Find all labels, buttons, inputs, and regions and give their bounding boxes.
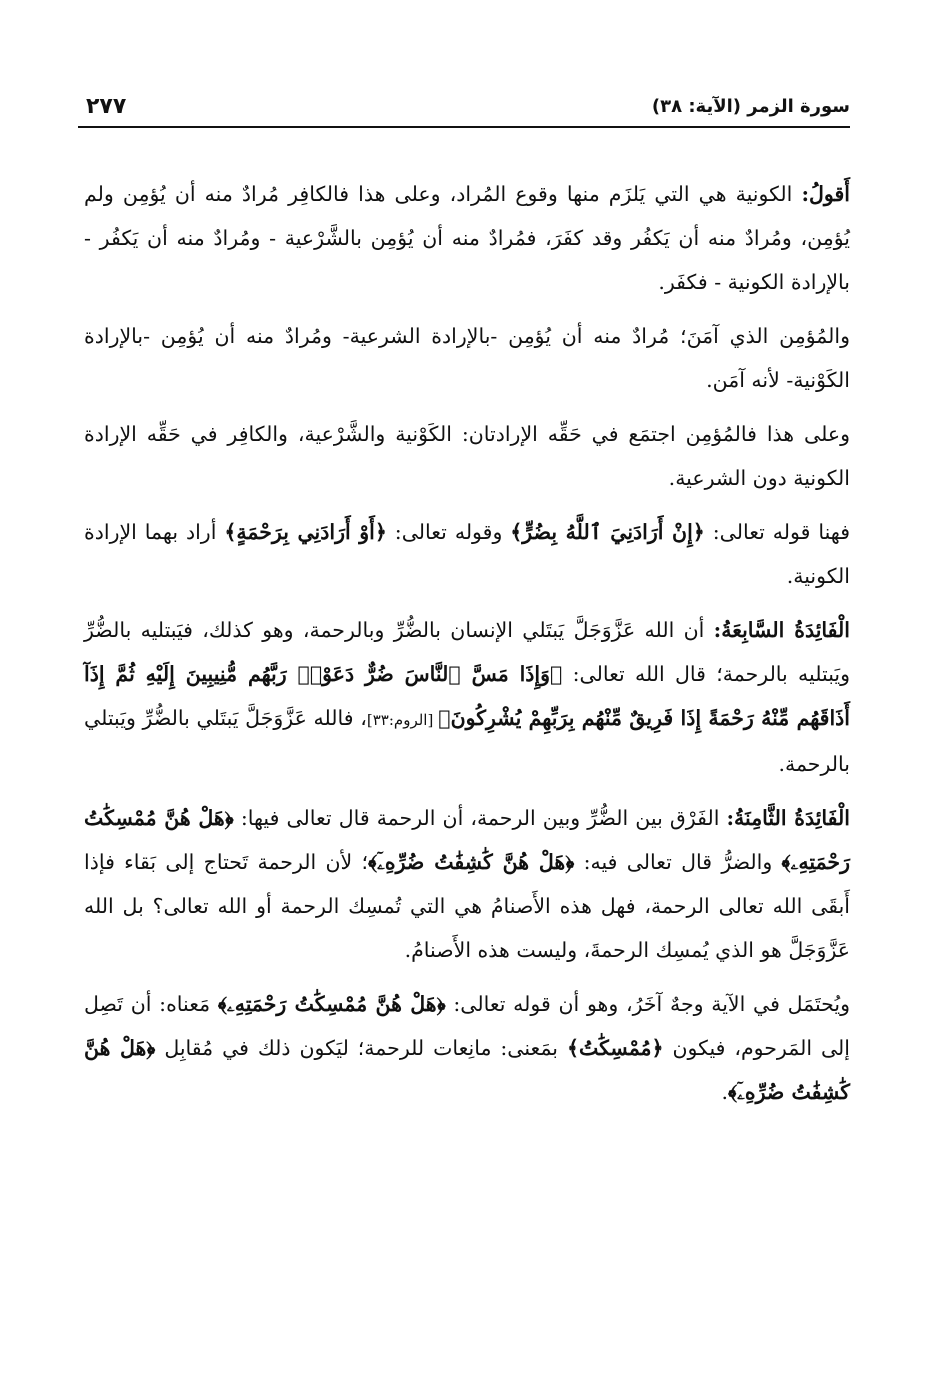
page-header — [78, 92, 850, 128]
running-title: سورة الزمر (الآية: ٣٨) — [651, 96, 850, 117]
benefit-heading-seventh: الْفَائِدَةُ السَّابِعَةُ: — [713, 618, 850, 642]
paragraph-text: ويُحتَمَل في الآية وجهٌ آخَرُ، وهو أن قوله تعالى: — [445, 992, 850, 1016]
paragraph-7 — [84, 982, 850, 1114]
paragraph-text: وقوله تعالى: — [386, 520, 511, 544]
paragraph-text: ، فالله عَزَّوَجَلَّ يَبتَلي بالضُّرِّ ويَبتلي بالرحمة. — [84, 706, 850, 776]
paragraph-text: فهنا قوله تعالى: — [704, 520, 851, 544]
paragraph-text: الكونية هي التي يَلزَم منها وقوع المُراد، وعلى هذا فالكافِر مُرادٌ منه أن يُؤمِن ولم يُؤمِن، ومُرادٌ منه أن يَكفُر وقد كفَرَ، فمُرادٌ منه أن يُؤمِن بالشَّرْعية - ومُرادٌ منه أن يَكفُر - بالإرادة الكونية - فكفَر. — [84, 182, 850, 294]
quran-verse: ﴿هَلْ هُنَّ مُمْسِكَٰتُ رَحْمَتِهِۦ﴾ — [217, 992, 446, 1016]
paragraph-text: ؛ لأن الرحمة تَحتاج إلى بَقاء فإذا أَبقَى الله تعالى الرحمة، فهل هذه الأَصنامُ هي التي تُمسِك الرحمة أو الله تعالى؟ بل الله عَزَّوَجَلَّ هو الذي يُمسِك الرحمةَ، وليست هذه الأَصنامُ. — [84, 850, 850, 962]
page-number: ٢٧٧ — [86, 94, 127, 119]
paragraph-text: . — [721, 1080, 728, 1104]
quran-verse: ﴿هَلْ هُنَّ كَٰشِفَٰتُ ضُرِّهِۦٓ﴾ — [84, 1036, 850, 1104]
paragraph-3 — [84, 412, 850, 500]
paragraph-6 — [84, 796, 850, 972]
paragraph-text: أن الله عَزَّوَجَلَّ يَبتَلي الإنسان بالضُّرِّ وبالرحمة، وهو كذلك، فيَبتليه بالضُّرِّ ويَبتليه بالرحمة؛ قال الله تعالى: — [84, 618, 850, 686]
quran-verse: ﴿إِنْ أَرَادَنِيَ ٱللَّهُ بِضُرٍّ﴾ — [510, 520, 705, 544]
header-rule — [78, 126, 850, 128]
paragraph-text: الفَرْق بين الضُّرِّ وبين الرحمة، أن الرحمة قال تعالى فيها: — [233, 806, 727, 830]
paragraph-text: بمَعنى: مانِعات للرحمة؛ ليَكون ذلك في مُقابِل — [155, 1036, 567, 1060]
quran-verse: ﴿وَإِذَا مَسَّ ٱلنَّاسَ ضُرٌّ دَعَوْا۟ رَبَّهُم مُّنِيبِينَ إِلَيْهِ ثُمَّ إِذَآ أَذَاقَهُم مِّنْهُ رَحْمَةً إِذَا فَرِيقٌ مِّنْهُم بِرَبِّهِمْ يُشْرِكُونَ﴾ — [84, 662, 850, 730]
paragraph-2 — [84, 314, 850, 402]
quran-verse: ﴿مُمْسِكَٰتُ﴾ — [566, 1036, 664, 1060]
paragraph-text: وعلى هذا فالمُؤمِن اجتمَع في حَقِّه الإرادتان: الكَوْنية والشَّرْعية، والكافِر في حَقِّه الإرادة الكونية دون الشرعية. — [84, 422, 850, 490]
quran-verse: ﴿أَوْ أَرَادَنِي بِرَحْمَةٍ﴾ — [224, 520, 387, 544]
paragraph-lead: أَقولُ: — [801, 182, 850, 206]
verse-reference: [الروم:٣٣] — [366, 711, 439, 729]
paragraph-5 — [84, 608, 850, 786]
quran-verse: ﴿هَلْ هُنَّ كَٰشِفَٰتُ ضُرِّهِۦٓ﴾ — [368, 850, 575, 874]
page-body — [84, 172, 850, 1124]
paragraph-4 — [84, 510, 850, 598]
paragraph-text: مَعناه: أن تَصِل إلى المَرحوم، فيكون — [84, 992, 850, 1060]
paragraph-text: والضرُّ قال تعالى فيه: — [574, 850, 782, 874]
paragraph-text: والمُؤمِن الذي آمَنَ؛ مُرادٌ منه أن يُؤمِن -بالإرادة الشرعية- ومُرادٌ منه أن يُؤمِن -بالإرادة الكَوْنية- لأنه آمَن. — [84, 324, 850, 392]
quran-verse: ﴿هَلْ هُنَّ مُمْسِكَٰتُ رَحْمَتِهِۦ﴾ — [84, 806, 850, 874]
benefit-heading-eighth: الْفَائِدَةُ الثَّامِنَةُ: — [726, 806, 850, 830]
paragraph-1 — [84, 172, 850, 304]
paragraph-text: أراد بهما الإرادة الكونية. — [84, 520, 850, 588]
